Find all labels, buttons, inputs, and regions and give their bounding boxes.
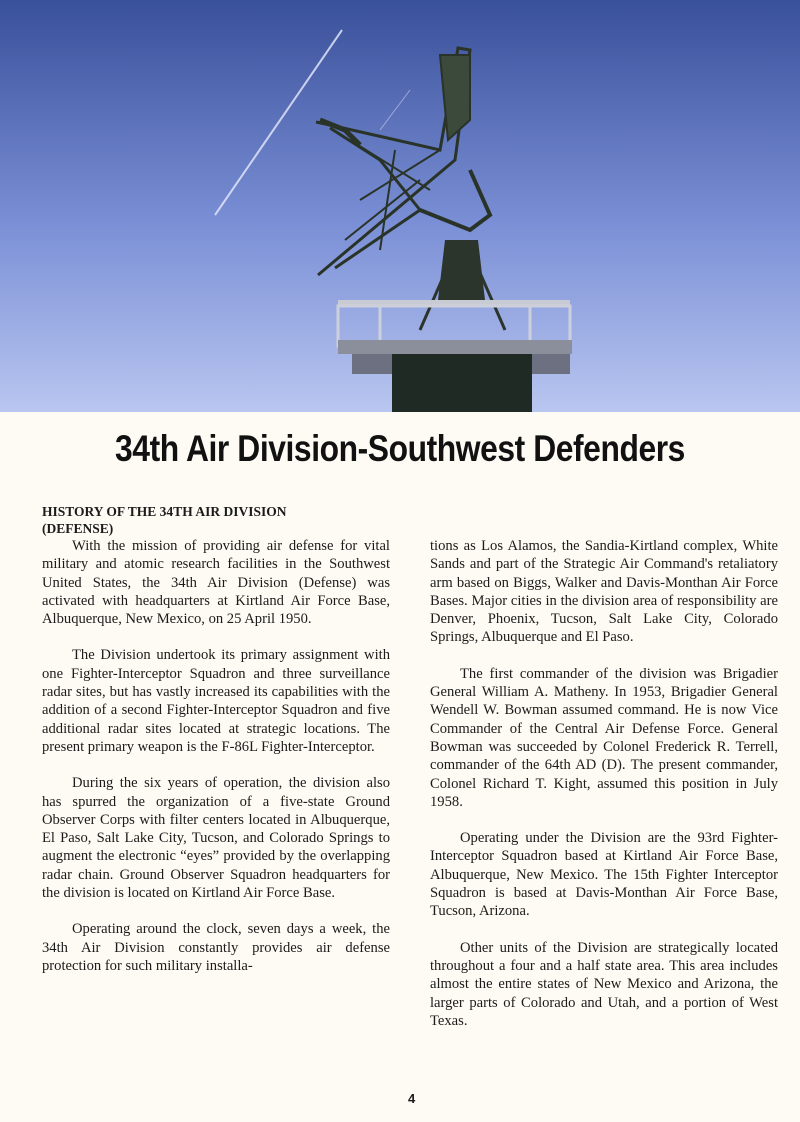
paragraph: The first commander of the division was Brigadier General William A. Matheny. In 1953, Brigadier General Wendell W. Bowman assumed command. He is now Vice Commander of the Central Air Defense Force. General Bowman was succeeded by Colonel Frederick R. Terrell, commander of the 64th AD (D). The present commander, Colonel Richard T. Kight, assumed this position in July 1958. — [430, 665, 778, 810]
paragraph: Other units of the Division are strategically located throughout a four and a half state area. This area includes almost the entire states of New Mexico and Arizona, the larger parts of Colorado and Utah, and a portion of West Texas. — [430, 939, 778, 1029]
paragraph: Operating under the Division are the 93rd Fighter-Interceptor Squadron based at Kirtland Air Force Base, Albuquerque, New Mexico. The 15th Fighter Interceptor Squadron is based at Davis-Monthan Air Force Base, Tucson, Arizona. — [430, 830, 778, 920]
paragraph: With the mission of providing air defense for vital military and atomic research facilities in the Southwest United States, the 34th Air Division (Defense) was activated with headquarters at Kirtland Air Force Base, Albuquerque, New Mexico, on 25 April 1950. — [42, 538, 390, 628]
paragraph: During the six years of operation, the division also has spurred the organization of a five-state Ground Observer Corps with filter centers located in Albuquerque, El Paso, Salt Lake City, Tucson, and Colorado Springs to augment the electronic “eyes” provided by the overlapping radar chain. Ground Observer Squadron headquarters for the division is located on Kirtland Air Force Base. — [42, 775, 390, 902]
paragraph: The Division undertook its primary assignment with one Fighter-Interceptor Squadron and three surveillance radar sites, but has vastly increased its capabilities with the addition of a second Fighter-Interceptor Squadron and five additional radar sites located at strategic locations. The present primary weapon is the F-86L Fighter-Interceptor. — [42, 647, 390, 755]
left-column — [42, 503, 390, 993]
section-heading: HISTORY OF THE 34TH AIR DIVISION — [42, 504, 287, 519]
page-number: 4 — [408, 1091, 416, 1106]
paragraph: Operating around the clock, seven days a week, the 34th Air Division constantly provides air defense protection for such military installa- — [42, 921, 390, 974]
radar-antenna-photo — [0, 0, 800, 412]
section-heading-continued: (DEFENSE) — [42, 521, 114, 536]
paragraph: tions as Los Alamos, the Sandia-Kirtland complex, White Sands and part of the Strategic Air Command's retaliatory arm based on Biggs, Walker and Davis-Monthan Air Force Bases. Major cities in the division area of responsibility are Denver, Phoenix, Tucson, Salt Lake City, Colorado Springs, Albuquerque and El Paso. — [430, 538, 778, 646]
right-column — [430, 537, 778, 1048]
page-title: 34th Air Division-Southwest Defenders — [115, 428, 685, 469]
